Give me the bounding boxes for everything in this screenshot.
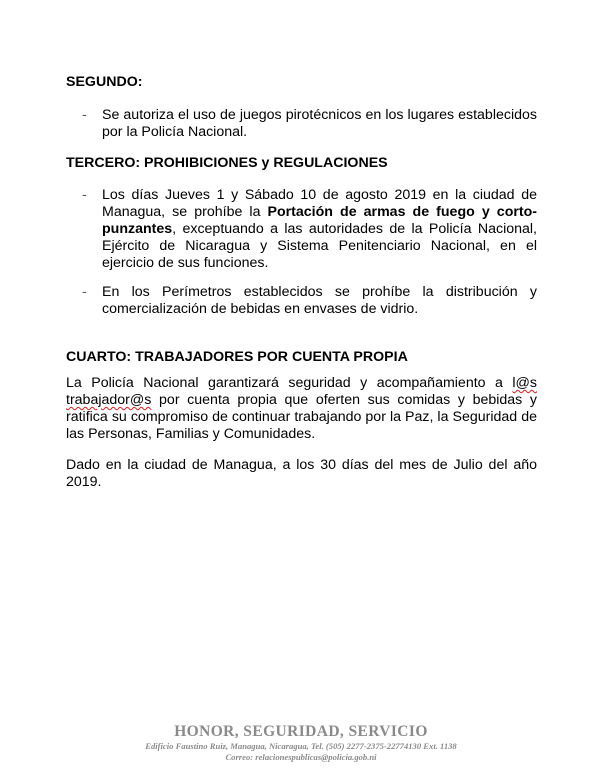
section-heading-tercero: TERCERO: PROHIBICIONES y REGULACIONES [66,155,388,171]
paragraph-text-part: La Policía Nacional garantizará seguridad y acompañamiento a [66,375,513,391]
bullet-text-part: , exceptuando a las autoridades de la Policía Nacional, Ejército de Nicaragua y Sistema Penitenciario Nacional, en el ejercicio de sus funciones. [102,221,537,271]
bullet-item-tercero-1 [82,187,537,272]
footer-email: Correo: relacionespublicas@policia.gob.ni [225,752,377,762]
bullet-dash: - [82,284,87,300]
section-heading-segundo: SEGUNDO: [66,74,143,90]
bullet-text-part: Los días Jueves 1 y Sábado 10 de agosto 2019 en la ciudad de Managua, se prohíbe la [102,187,537,220]
bullet-dash: - [82,187,87,203]
footer-motto: HONOR, SEGURIDAD, SERVICIO [174,723,428,740]
closing-paragraph: Dado en la ciudad de Managua, a los 30 días del mes de Julio del año 2019. [66,457,537,490]
bullet-text-bold: Portación de armas de fuego y corto-punzantes [102,204,537,237]
bullet-dash: - [82,107,87,123]
bullet-text [102,187,537,272]
paragraph-cuarto [66,375,537,443]
bullet-item-tercero-2 [82,284,537,318]
section-heading-cuarto: CUARTO: TRABAJADORES POR CUENTA PROPIA [66,349,408,365]
footer-address: Edificio Faustino Ruiz, Managua, Nicaragua, Tel. (505) 2277-2375-22774130 Ext. 1138 [145,741,457,751]
paragraph-text-part: por cuenta propia que oferten sus comidas y bebidas y ratifica su compromiso de continuar trabajando por la Paz, la Seguridad de las Personas, Familias y Comunidades. [66,392,537,442]
spellcheck-word: l@s [512,375,537,391]
bullet-item-segundo-1 [82,107,537,141]
spellcheck-word: trabajador@s [66,392,152,408]
bullet-text: En los Perímetros establecidos se prohíbe la distribución y comercialización de bebidas en envases de vidrio. [102,284,537,317]
bullet-text: Se autoriza el uso de juegos pirotécnicos en los lugares establecidos por la Policía Nacional. [102,107,537,140]
